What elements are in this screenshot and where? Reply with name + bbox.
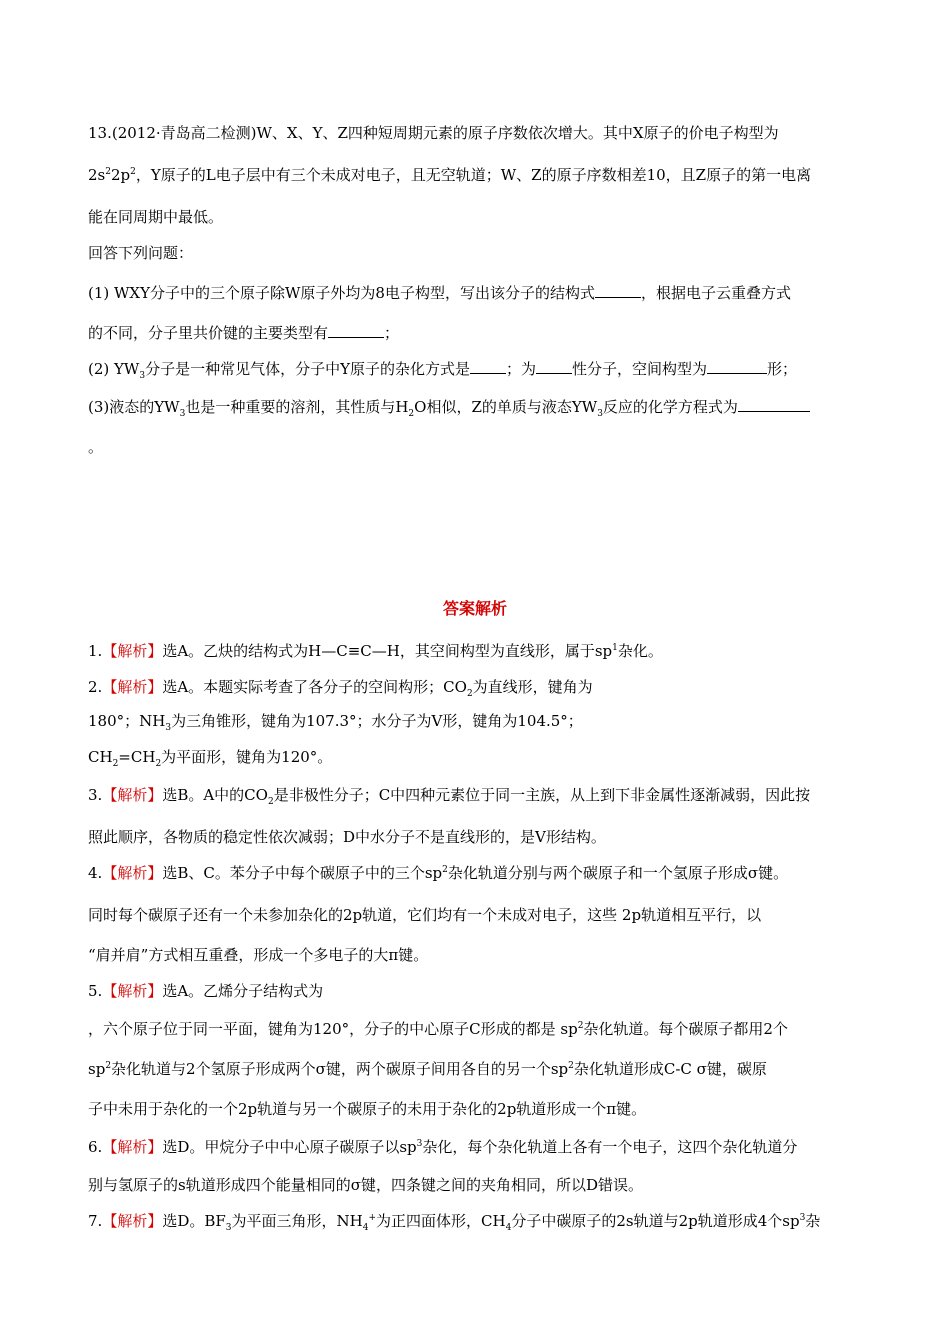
analysis-tag: 【解析】 — [102, 1138, 163, 1156]
answer-5: 5.【解析】选A。乙烯分子结构式为 — [88, 982, 324, 1000]
answer-4-line-3: “肩并肩”方式相互重叠，形成一个多电子的大π键。 — [88, 946, 429, 964]
q13-line-4: 回答下列问题： — [88, 244, 194, 262]
answer-blank[interactable] — [738, 397, 810, 412]
analysis-tag: 【解析】 — [102, 786, 163, 804]
q13-part-3: (3)液态的$YW_3$也是一种重要的溶剂，其性质与$H_2O$相似，Z的单质与液态$YW_3$反应的化学方程式为 — [88, 396, 868, 418]
answer-2: 2.【解析】选A。本题实际考查了各分子的空间构形；$CO_2$为直线形，键角为 — [88, 678, 593, 699]
answer-blank[interactable] — [595, 283, 641, 298]
q13-line-1: 13.(2012·青岛高二检测)W、X、Y、Z四种短周期元素的原子序数依次增大。其中X原子的价电子构型为 — [88, 124, 779, 142]
q13-part-2: (2) $YW_3$分子是一种常见气体，分子中Y原子的杂化方式是 ；为 性分子，空间构型为 形； — [88, 360, 798, 381]
answer-6: 6.【解析】选D。甲烷分子中中心原子碳原子以$sp^3$杂化，每个杂化轨道上各有一个电子，这四个杂化轨道分 — [88, 1138, 798, 1156]
answers-heading: 答案解析 — [442, 599, 507, 618]
answer-4-line-2: 同时每个碳原子还有一个未参加杂化的2p轨道，它们均有一个未成对电子，这些 2p轨道相互平行，以 — [88, 906, 762, 924]
answer-blank[interactable] — [536, 359, 572, 374]
answer-5-line-2: ，六个原子位于同一平面，键角为120°，分子的中心原子C形成的都是 $sp^2$杂化轨道。每个碳原子都用2个 — [88, 1020, 788, 1038]
analysis-tag: 【解析】 — [102, 864, 163, 882]
answer-2-line-3: $CH_2=CH_2$为平面形，键角为120°。 — [88, 748, 333, 769]
analysis-tag: 【解析】 — [102, 678, 163, 696]
analysis-tag: 【解析】 — [102, 982, 163, 1000]
q13-line-2: $2s^22p^2$，Y原子的L电子层中有三个未成对电子，且无空轨道；W、Z的原子序数相差10，且Z原子的第一电离 — [88, 166, 812, 184]
q13-part-1: (1) WXY分子中的三个原子除W原子外均为8电子构型，写出该分子的结构式 ，根据电子云重叠方式 — [88, 284, 791, 302]
q13-part-1-cont: 的不同，分子里共价键的主要类型有 ； — [88, 324, 400, 342]
answer-5-line-3: $sp^2$杂化轨道与2个氢原子形成两个σ键，两个碳原子间用各自的另一个$sp^2$杂化轨道形成C-C σ键，碳原 — [88, 1060, 767, 1078]
answer-7: 7.【解析】选D。$BF_3$为平面三角形，$NH_4^+$为正四面体形，$CH_4$分子中碳原子的2s轨道与2p轨道形成4个$sp^3$杂 — [88, 1212, 821, 1233]
answer-5-line-4: 子中未用于杂化的一个2p轨道与另一个碳原子的未用于杂化的2p轨道形成一个π键。 — [88, 1100, 647, 1118]
analysis-tag: 【解析】 — [102, 642, 163, 660]
analysis-tag: 【解析】 — [102, 1212, 163, 1230]
answer-1: 1.【解析】选A。乙炔的结构式为H—C≡C—H，其空间构型为直线形，属于$sp^1$杂化。 — [88, 642, 663, 660]
answer-3-line-2: 照此顺序，各物质的稳定性依次减弱；D中水分子不是直线形的，是V形结构。 — [88, 828, 606, 846]
answer-blank[interactable] — [470, 359, 506, 374]
q13-line-3: 能在同周期中最低。 — [88, 208, 224, 226]
answer-4: 4.【解析】选B、C。苯分子中每个碳原子中的三个$sp^2$杂化轨道分别与两个碳原子和一个氢原子形成σ键。 — [88, 864, 789, 882]
answer-6-line-2: 别与氢原子的s轨道形成四个能量相同的σ键，四条键之间的夹角相同，所以D错误。 — [88, 1176, 643, 1194]
answer-3: 3.【解析】选B。A中的$CO_2$是非极性分子；C中四种元素位于同一主族，从上到下非金属性逐渐减弱，因此按 — [88, 786, 811, 807]
q13-part-3-end: 。 — [88, 438, 104, 456]
answer-2-line-2: 180°；$NH_3$为三角锥形，键角为107.3°；水分子为V形，键角为104.5°； — [88, 712, 583, 733]
answer-blank[interactable] — [707, 359, 767, 374]
answer-blank[interactable] — [328, 323, 384, 338]
